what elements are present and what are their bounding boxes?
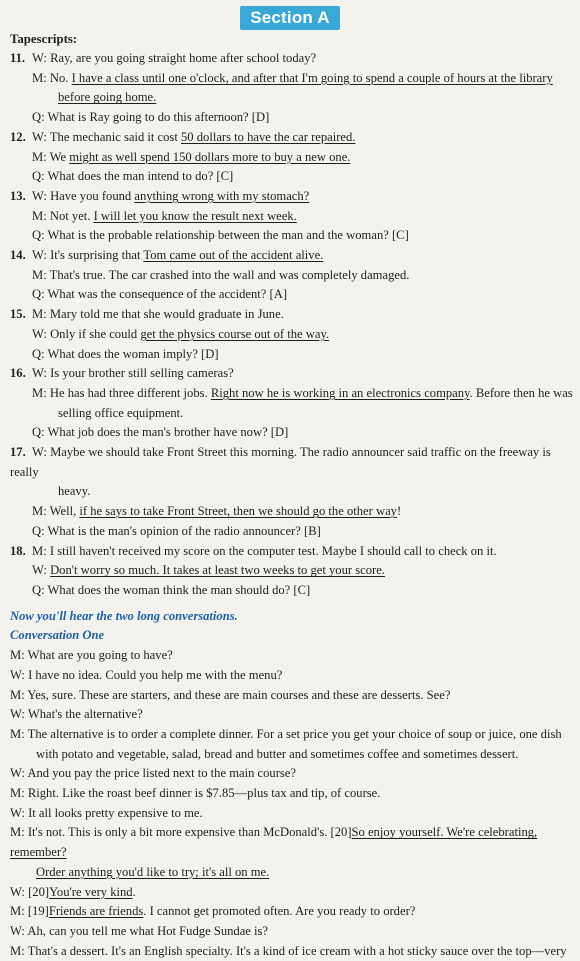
speaker-label: Q: <box>32 523 45 538</box>
document-content <box>10 32 574 961</box>
question-item <box>10 443 574 542</box>
dialogue-line <box>10 443 574 482</box>
speaker-label: W: <box>10 766 25 781</box>
dialogue-line <box>10 108 574 128</box>
text-span: We <box>49 149 70 164</box>
underlined-text: Don't worry so much. It takes at least two weeks to get your score. <box>50 563 385 578</box>
text-span: Maybe we should take Front Street this morning. The radio announcer said traffic on the freeway is really <box>10 445 551 479</box>
text-span: What does the woman imply? [D] <box>47 346 219 361</box>
text-span: Mary told me that she would graduate in June. <box>49 307 284 322</box>
text-span: What are you going to have? <box>27 648 173 663</box>
dialogue-line <box>10 226 574 246</box>
text-span: What does the man intend to do? [C] <box>47 169 234 184</box>
item-number: 18. <box>10 543 26 558</box>
conversation-line <box>10 666 574 686</box>
text-span: [20] <box>28 884 50 899</box>
speaker-label: Q: <box>32 110 45 125</box>
speaker-label: M: <box>32 267 47 282</box>
speaker-label: M: <box>10 904 25 919</box>
dialogue-line <box>10 502 574 522</box>
dialogue-line <box>10 345 574 365</box>
speaker-label: M: <box>10 648 25 663</box>
text-span: I have no idea. Could you help me with the menu? <box>28 667 283 682</box>
text-span: What does the woman think the man should do? [C] <box>47 582 311 597</box>
dialogue-line <box>10 88 574 108</box>
underlined-text: get the physics course out of the way. <box>140 326 330 341</box>
text-span: What is the man's opinion of the radio announcer? [B] <box>47 523 321 538</box>
text-span: Have you found <box>50 188 135 203</box>
underlined-text: Order anything you'd like to try; it's all on me. <box>36 864 270 879</box>
conversation-line <box>10 646 574 666</box>
dialogue-line <box>10 49 574 69</box>
text-span: He has had three different jobs. <box>49 385 211 400</box>
text-span: Not yet. <box>49 208 94 223</box>
dialogue-line <box>10 384 574 404</box>
dialogue-line <box>10 542 574 562</box>
text-span: Only if she could <box>50 326 141 341</box>
text-span: It's surprising that <box>50 248 144 263</box>
speaker-label: W: <box>32 129 47 144</box>
speaker-label: M: <box>10 687 25 702</box>
question-item <box>10 187 574 246</box>
underlined-text: Right now he is working in an electronics company <box>210 385 470 400</box>
text-span: What's the alternative? <box>27 707 143 722</box>
text-span: Ray, are you going straight home after school today? <box>50 51 317 65</box>
dialogue-line <box>10 325 574 345</box>
speaker-label: W: <box>10 923 25 938</box>
speaker-label: M: <box>10 786 25 801</box>
text-span: It all looks pretty expensive to me. <box>28 805 203 820</box>
question-item <box>10 542 574 601</box>
text-span: I still haven't received my score on the computer test. Maybe I should call to check on it. <box>49 543 497 558</box>
dialogue-line <box>10 364 574 384</box>
text-span: The alternative is to order a complete dinner. For a set price you get your choice of soup or juice, one dish <box>27 726 562 741</box>
conversation-line <box>10 804 574 824</box>
speaker-label: W: <box>32 326 47 341</box>
speaker-label: W: <box>10 805 25 820</box>
dialogue-line <box>10 404 574 424</box>
conversation-one <box>10 646 574 961</box>
speaker-label: M: <box>32 208 47 223</box>
long-conversations-intro: Now you'll hear the two long conversations. <box>10 608 238 623</box>
text-span: Right. Like the roast beef dinner is $7.85—plus tax and tip, of course. <box>27 786 381 801</box>
underlined-text: Tom came out of the accident alive. <box>143 248 324 263</box>
underlined-text: I have a class until one o'clock, and after that I'm going to spend a couple of hours at the library <box>71 70 553 85</box>
speaker-label: M: <box>10 726 25 741</box>
text-span: And you pay the price listed next to the main course? <box>27 766 296 781</box>
conversation-line <box>10 942 574 961</box>
item-number: 16. <box>10 366 26 381</box>
text-span: . I cannot get promoted often. Are you ready to order? <box>143 904 416 919</box>
text-span: Well, <box>49 504 80 519</box>
speaker-label: W: <box>32 563 47 578</box>
dialogue-line <box>10 246 574 266</box>
text-span: with potato and vegetable, salad, bread and butter and sometimes coffee and sometimes dessert. <box>36 746 519 761</box>
speaker-label: W: <box>32 445 47 460</box>
text-span: selling office equipment. <box>58 405 184 420</box>
text-span: What was the consequence of the accident? [A] <box>47 287 288 302</box>
short-conversations <box>10 49 574 601</box>
speaker-label: W: <box>10 884 25 899</box>
text-span: [19] <box>27 904 49 919</box>
text-span: . <box>132 884 136 899</box>
dialogue-line <box>10 187 574 207</box>
conversation-line <box>10 823 574 862</box>
speaker-label: W: <box>10 667 25 682</box>
underlined-text: Friends are friends <box>48 904 144 919</box>
question-item <box>10 246 574 305</box>
dialogue-line <box>10 128 574 148</box>
dialogue-line <box>10 423 574 443</box>
underlined-text: anything wrong with my stomach? <box>134 188 310 203</box>
speaker-label: Q: <box>32 228 45 243</box>
dialogue-line <box>10 148 574 168</box>
speaker-label: M: <box>32 504 47 519</box>
speaker-label: M: <box>10 943 25 958</box>
speaker-label: M: <box>32 385 47 400</box>
conversation-line <box>10 784 574 804</box>
item-number: 13. <box>10 188 26 203</box>
underlined-text: I will let you know the result next week. <box>93 208 297 223</box>
text-span: That's true. The car crashed into the wall and was completely damaged. <box>49 267 410 282</box>
question-item <box>10 128 574 187</box>
text-span: Yes, sure. These are starters, and these are main courses and these are desserts. See? <box>27 687 451 702</box>
text-span: . Before then he was <box>469 385 573 400</box>
speaker-label: W: <box>10 707 25 722</box>
conversation-line <box>10 863 574 883</box>
dialogue-line <box>10 207 574 227</box>
speaker-label: W: <box>32 51 47 65</box>
question-item <box>10 305 574 364</box>
conversation-line <box>10 745 574 765</box>
question-item <box>10 364 574 443</box>
conversation-line <box>10 883 574 903</box>
speaker-label: W: <box>32 248 47 263</box>
dialogue-line <box>10 167 574 187</box>
text-span: It's not. This is only a bit more expensive than McDonald's. [20] <box>27 825 352 840</box>
text-span: ! <box>396 504 402 519</box>
speaker-label: M: <box>32 149 47 164</box>
speaker-label: W: <box>32 188 47 203</box>
conversation-line <box>10 922 574 942</box>
conversation-line <box>10 902 574 922</box>
underlined-text: if he says to take Front Street, then we should go the other way <box>79 504 397 519</box>
text-span: No. <box>49 70 72 85</box>
text-span: The mechanic said it cost <box>49 129 181 144</box>
dialogue-line <box>10 522 574 542</box>
text-span: heavy. <box>58 484 91 499</box>
dialogue-line <box>10 305 574 325</box>
dialogue-line <box>10 561 574 581</box>
item-number: 15. <box>10 307 26 322</box>
conversation-line <box>10 705 574 725</box>
dialogue-line <box>10 266 574 286</box>
speaker-label: M: <box>32 307 47 322</box>
item-number: 12. <box>10 129 26 144</box>
conversation-line <box>10 686 574 706</box>
section-header <box>0 6 580 30</box>
text-span: That's a dessert. It's an English specialty. It's a kind of ice cream with a hot sticky sauce over the top—very <box>27 943 567 958</box>
speaker-label: M: <box>32 543 47 558</box>
speaker-label: Q: <box>32 169 45 184</box>
conversation-line <box>10 764 574 784</box>
item-number: 11. <box>10 51 26 65</box>
underlined-text: before going home. <box>58 90 157 105</box>
speaker-label: Q: <box>32 425 45 440</box>
underlined-text: 50 dollars to have the car repaired. <box>180 129 356 144</box>
underlined-text: You're very kind <box>49 884 133 899</box>
speaker-label: M: <box>10 825 25 840</box>
text-span: What is the probable relationship between the man and the woman? [C] <box>47 228 409 243</box>
conversation-line <box>10 725 574 745</box>
dialogue-line <box>10 581 574 601</box>
text-span: Is your brother still selling cameras? <box>50 366 234 381</box>
text-span: What job does the man's brother have now? [D] <box>47 425 289 440</box>
speaker-label: Q: <box>32 582 45 597</box>
conversation-one-title: Conversation One <box>10 628 105 643</box>
item-number: 17. <box>10 445 26 460</box>
item-number: 14. <box>10 248 26 263</box>
underlined-text: So enjoy yourself. We're celebrating, remember? <box>10 825 538 860</box>
speaker-label: Q: <box>32 346 45 361</box>
speaker-label: W: <box>32 366 47 381</box>
section-title-badge: Section A <box>240 6 340 30</box>
dialogue-line <box>10 69 574 89</box>
question-item <box>10 49 574 128</box>
text-span: Ah, can you tell me what Hot Fudge Sundae is? <box>27 923 269 938</box>
underlined-text: might as well spend 150 dollars more to buy a new one. <box>69 149 351 164</box>
text-span: What is Ray going to do this afternoon? [D] <box>47 110 270 125</box>
speaker-label: M: <box>32 70 47 85</box>
dialogue-line <box>10 285 574 305</box>
speaker-label: Q: <box>32 287 45 302</box>
tapescripts-label: Tapescripts: <box>10 32 78 46</box>
dialogue-line <box>10 482 574 502</box>
